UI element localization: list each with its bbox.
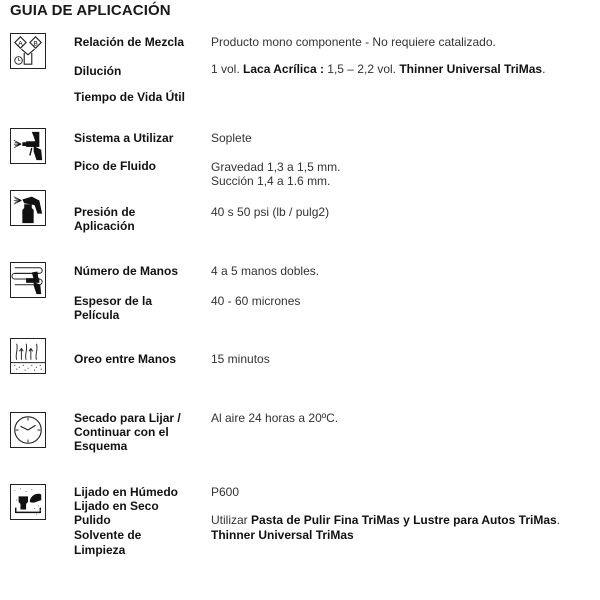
drying-label-1: Secado para Lijar /	[74, 411, 181, 425]
pressure-label-1: Presión de	[74, 205, 136, 219]
polish-label: Pulido	[74, 513, 111, 527]
polish-prefix: Utilizar	[211, 513, 252, 527]
suction-spray-gun-icon	[10, 190, 46, 226]
drying-value: Al aire 24 horas a 20ºC.	[211, 411, 339, 425]
drying-clock-icon	[10, 412, 46, 448]
nozzle-value-gravity: Gravedad 1,3 a 1,5 mm.	[211, 160, 341, 174]
nozzle-value-suction: Succión 1,4 a 1.6 mm.	[211, 174, 331, 188]
svg-text:B: B	[33, 40, 38, 48]
system-value: Soplete	[211, 131, 252, 145]
drying-label-2: Continuar con el	[74, 425, 169, 439]
solvent-label-2: Limpieza	[74, 543, 126, 557]
thickness-value: 40 - 60 micrones	[211, 294, 301, 308]
coats-label: Número de Manos	[74, 264, 179, 278]
flash-label: Oreo entre Manos	[74, 352, 177, 366]
pressure-value: 40 s 50 psi (lb / pulg2)	[211, 205, 330, 219]
mix-ratio-value: Producto mono componente - No requiere catalizado.	[211, 35, 496, 49]
thickness-label-2: Película	[74, 308, 120, 322]
coats-icon	[10, 262, 46, 298]
dry-sanding-label: Lijado en Seco	[74, 499, 159, 513]
flash-value: 15 minutos	[211, 352, 270, 366]
nozzle-label: Pico de Fluido	[74, 159, 157, 173]
solvent-value	[211, 528, 354, 542]
dilution-label: Dilución	[74, 64, 122, 78]
dilution-ratio: 1,5 – 2,2 vol.	[323, 62, 400, 76]
svg-text:A: A	[18, 40, 23, 48]
dilution-end: .	[542, 62, 546, 76]
gravity-spray-gun-icon	[10, 128, 46, 164]
system-label: Sistema a Utilizar	[74, 131, 174, 145]
sanding-icon	[10, 484, 46, 520]
wet-sanding-label: Lijado en Húmedo	[74, 485, 179, 499]
flash-off-icon	[10, 338, 46, 374]
polish-end: .	[556, 513, 561, 527]
dilution-thinner: Thinner Universal TriMas	[399, 62, 543, 76]
solvent-label-1: Solvente de	[74, 528, 142, 542]
dilution-product: Laca Acrílica :	[243, 62, 324, 76]
page-title: GUIA DE APLICACIÓN	[10, 2, 171, 19]
wet-sanding-value: P600	[211, 485, 240, 499]
drying-label-3: Esquema	[74, 439, 128, 453]
polish-products: Pasta de Pulir Fina TriMas y Lustre para Autos TriMas	[251, 513, 557, 527]
pot-life-label: Tiempo de Vida Útil	[74, 90, 185, 104]
polish-value	[211, 513, 560, 527]
mixing-ratio-icon	[10, 33, 46, 69]
pressure-label-2: Aplicación	[74, 219, 135, 233]
coats-value: 4 a 5 manos dobles.	[211, 264, 320, 278]
solvent-product: Thinner Universal TriMas	[211, 528, 354, 542]
dilution-text: 1 vol.	[211, 62, 244, 76]
dilution-value	[211, 62, 545, 76]
mix-ratio-label: Relación de Mezcla	[74, 35, 185, 49]
thickness-label-1: Espesor de la	[74, 294, 153, 308]
